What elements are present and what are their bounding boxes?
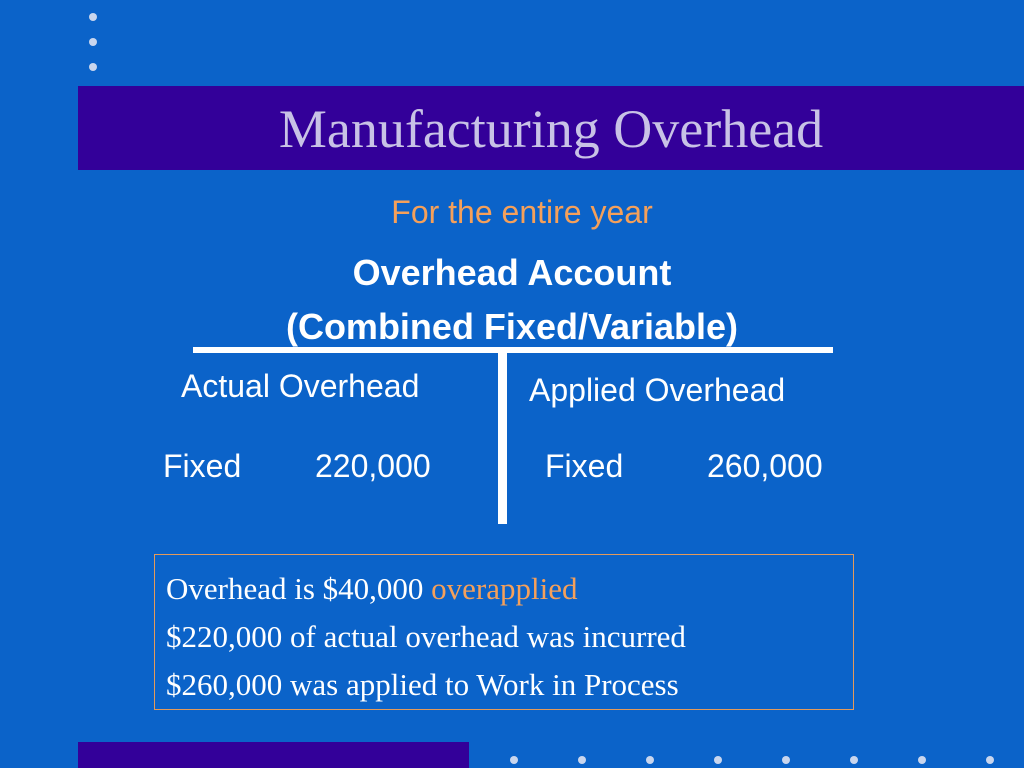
overapplied-highlight: overapplied xyxy=(431,571,578,606)
credit-column-header: Applied Overhead xyxy=(529,372,786,408)
decor-dot xyxy=(89,38,97,46)
decor-dot xyxy=(578,756,586,764)
decor-dot xyxy=(714,756,722,764)
decor-dot xyxy=(510,756,518,764)
slide-subtitle: For the entire year xyxy=(391,194,653,230)
slide-title: Manufacturing Overhead xyxy=(278,99,824,159)
credit-entry-label: Fixed xyxy=(545,448,624,484)
debit-column-header: Actual Overhead xyxy=(181,368,420,404)
decor-dot xyxy=(918,756,926,764)
bottom-band xyxy=(78,742,469,768)
account-title: Overhead Account xyxy=(352,252,672,293)
note-line-1 xyxy=(166,565,853,613)
decor-dot xyxy=(89,13,97,21)
t-account-horizontal-line xyxy=(193,347,833,353)
note-line-2: $220,000 of actual overhead was incurred xyxy=(166,619,686,654)
note-line-1-text: Overhead is $40,000 xyxy=(166,571,424,606)
note-line-3: $260,000 was applied to Work in Process xyxy=(166,667,679,702)
debit-entry-amount: 220,000 xyxy=(315,448,431,484)
decor-dot xyxy=(89,63,97,71)
decor-dot xyxy=(850,756,858,764)
account-subtitle: (Combined Fixed/Variable) xyxy=(285,306,739,347)
debit-entry-label: Fixed xyxy=(163,448,242,484)
decor-dot xyxy=(986,756,994,764)
explanation-box xyxy=(154,554,854,710)
credit-entry-amount: 260,000 xyxy=(707,448,823,484)
t-account-vertical-line xyxy=(498,350,507,524)
decor-dot xyxy=(782,756,790,764)
decor-dot xyxy=(646,756,654,764)
